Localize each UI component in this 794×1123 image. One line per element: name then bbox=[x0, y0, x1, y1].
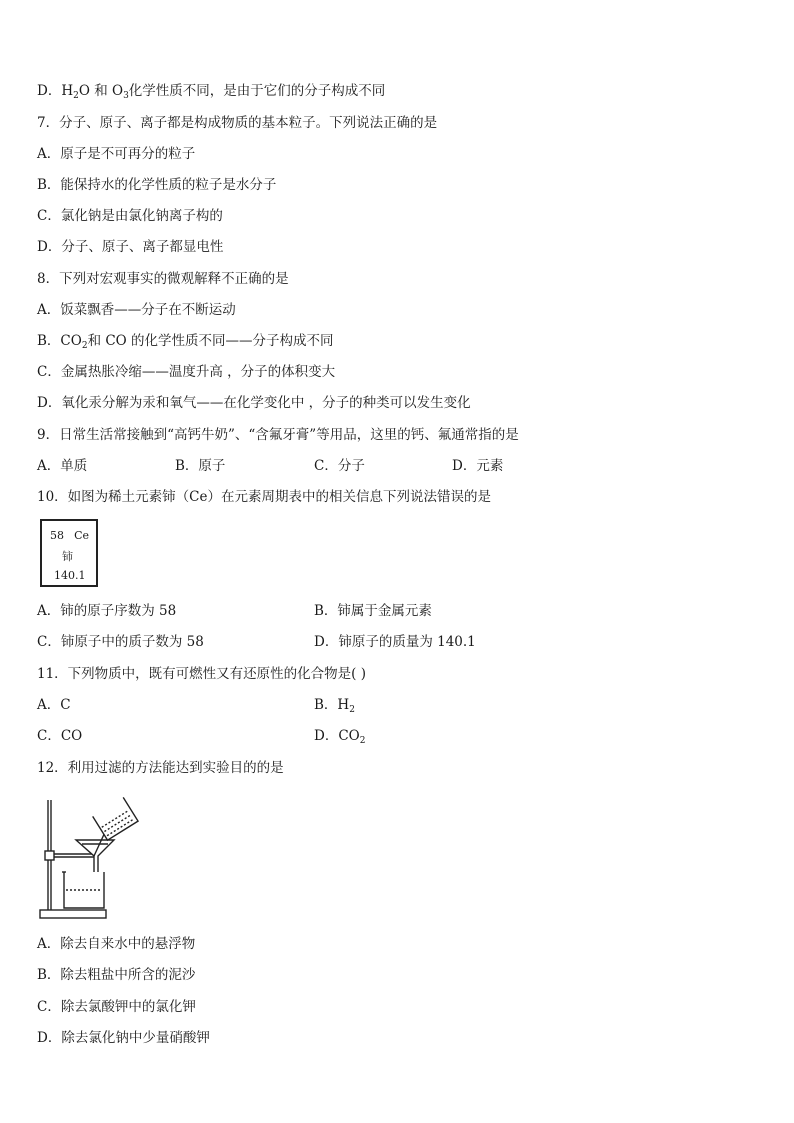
q8-option-b bbox=[37, 332, 334, 350]
q12-option-a: A．除去自来水中的悬浮物 bbox=[37, 936, 196, 952]
q6-option-d bbox=[37, 82, 385, 100]
q7-option-a: A．原子是不可再分的粒子 bbox=[37, 146, 196, 162]
q8-b-sub: 2 bbox=[81, 341, 88, 351]
q8-option-c: C．金属热胀冷缩——温度升高 ，分子的体积变大 bbox=[37, 364, 336, 380]
q11-d-sub: 2 bbox=[359, 736, 366, 746]
q10-option-d: D．铈原子的质量为 140.1 bbox=[314, 634, 476, 650]
element-symbol: Ce bbox=[74, 529, 89, 542]
q11-option-c: C．CO bbox=[37, 728, 83, 744]
q7-option-c: C．氯化钠是由氯化钠离子构的 bbox=[37, 208, 223, 224]
atomic-mass: 140.1 bbox=[54, 569, 86, 582]
q8-option-d: D．氧化汞分解为汞和氧气——在化学变化中 ，分子的种类可以发生变化 bbox=[37, 395, 471, 411]
q11-b-prefix: B．H bbox=[314, 697, 350, 713]
q7-option-b: B．能保持水的化学性质的粒子是水分子 bbox=[37, 177, 277, 193]
q10-stem: 10．如图为稀土元素铈（Ce）在元素周期表中的相关信息下列说法错误的是 bbox=[37, 489, 491, 505]
q9-option-b: B．原子 bbox=[175, 458, 226, 474]
q12-option-b: B．除去粗盐中所含的泥沙 bbox=[37, 967, 196, 983]
q11-option-b bbox=[314, 696, 355, 714]
q9-option-d: D．元素 bbox=[452, 458, 504, 474]
q7-option-d: D．分子、原子、离子都显电性 bbox=[37, 239, 224, 255]
filtration-apparatus-icon bbox=[36, 796, 140, 922]
q11-stem: 11．下列物质中，既有可燃性又有还原性的化合物是( ) bbox=[37, 666, 367, 682]
q8-b-prefix: B．CO bbox=[37, 333, 82, 349]
q9-option-c: C．分子 bbox=[314, 458, 365, 474]
q11-option-a: A．C bbox=[37, 697, 71, 713]
q11-option-d bbox=[314, 727, 365, 745]
q12-option-d: D．除去氯化钠中少量硝酸钾 bbox=[37, 1030, 210, 1046]
q6-d-mid: O 和 O bbox=[78, 83, 124, 99]
q8-stem: 8．下列对宏观事实的微观解释不正确的是 bbox=[37, 271, 289, 287]
q6-d-prefix: D．H bbox=[37, 83, 74, 99]
element-name: 铈 bbox=[62, 550, 73, 563]
q6-d-sub2: 3 bbox=[123, 91, 129, 101]
q9-stem: 9．日常生活常接触到“高钙牛奶”、“含氟牙膏”等用品，这里的钙、氟通常指的是 bbox=[37, 427, 519, 443]
atomic-number: 58 bbox=[50, 529, 64, 542]
q7-stem: 7．分子、原子、离子都是构成物质的基本粒子。下列说法正确的是 bbox=[37, 115, 438, 131]
q12-stem: 12．利用过滤的方法能达到实验目的的是 bbox=[37, 760, 284, 776]
q8-option-a: A．饭菜飘香——分子在不断运动 bbox=[37, 302, 236, 318]
q11-d-prefix: D．CO bbox=[314, 728, 360, 744]
q10-option-c: C．铈原子中的质子数为 58 bbox=[37, 634, 204, 650]
q11-b-sub: 2 bbox=[349, 705, 355, 715]
q12-option-c: C．除去氯酸钾中的氯化钾 bbox=[37, 999, 196, 1015]
q9-option-a: A．单质 bbox=[37, 458, 88, 474]
q8-b-rest: 和 CO 的化学性质不同——分子构成不同 bbox=[87, 333, 334, 349]
q6-d-sub1: 2 bbox=[73, 91, 79, 101]
periodic-element-cell bbox=[40, 519, 98, 587]
q6-d-rest: 化学性质不同，是由于它们的分子构成不同 bbox=[128, 83, 386, 99]
q10-option-a: A．铈的原子序数为 58 bbox=[37, 603, 177, 619]
q10-option-b: B．铈属于金属元素 bbox=[314, 603, 432, 619]
